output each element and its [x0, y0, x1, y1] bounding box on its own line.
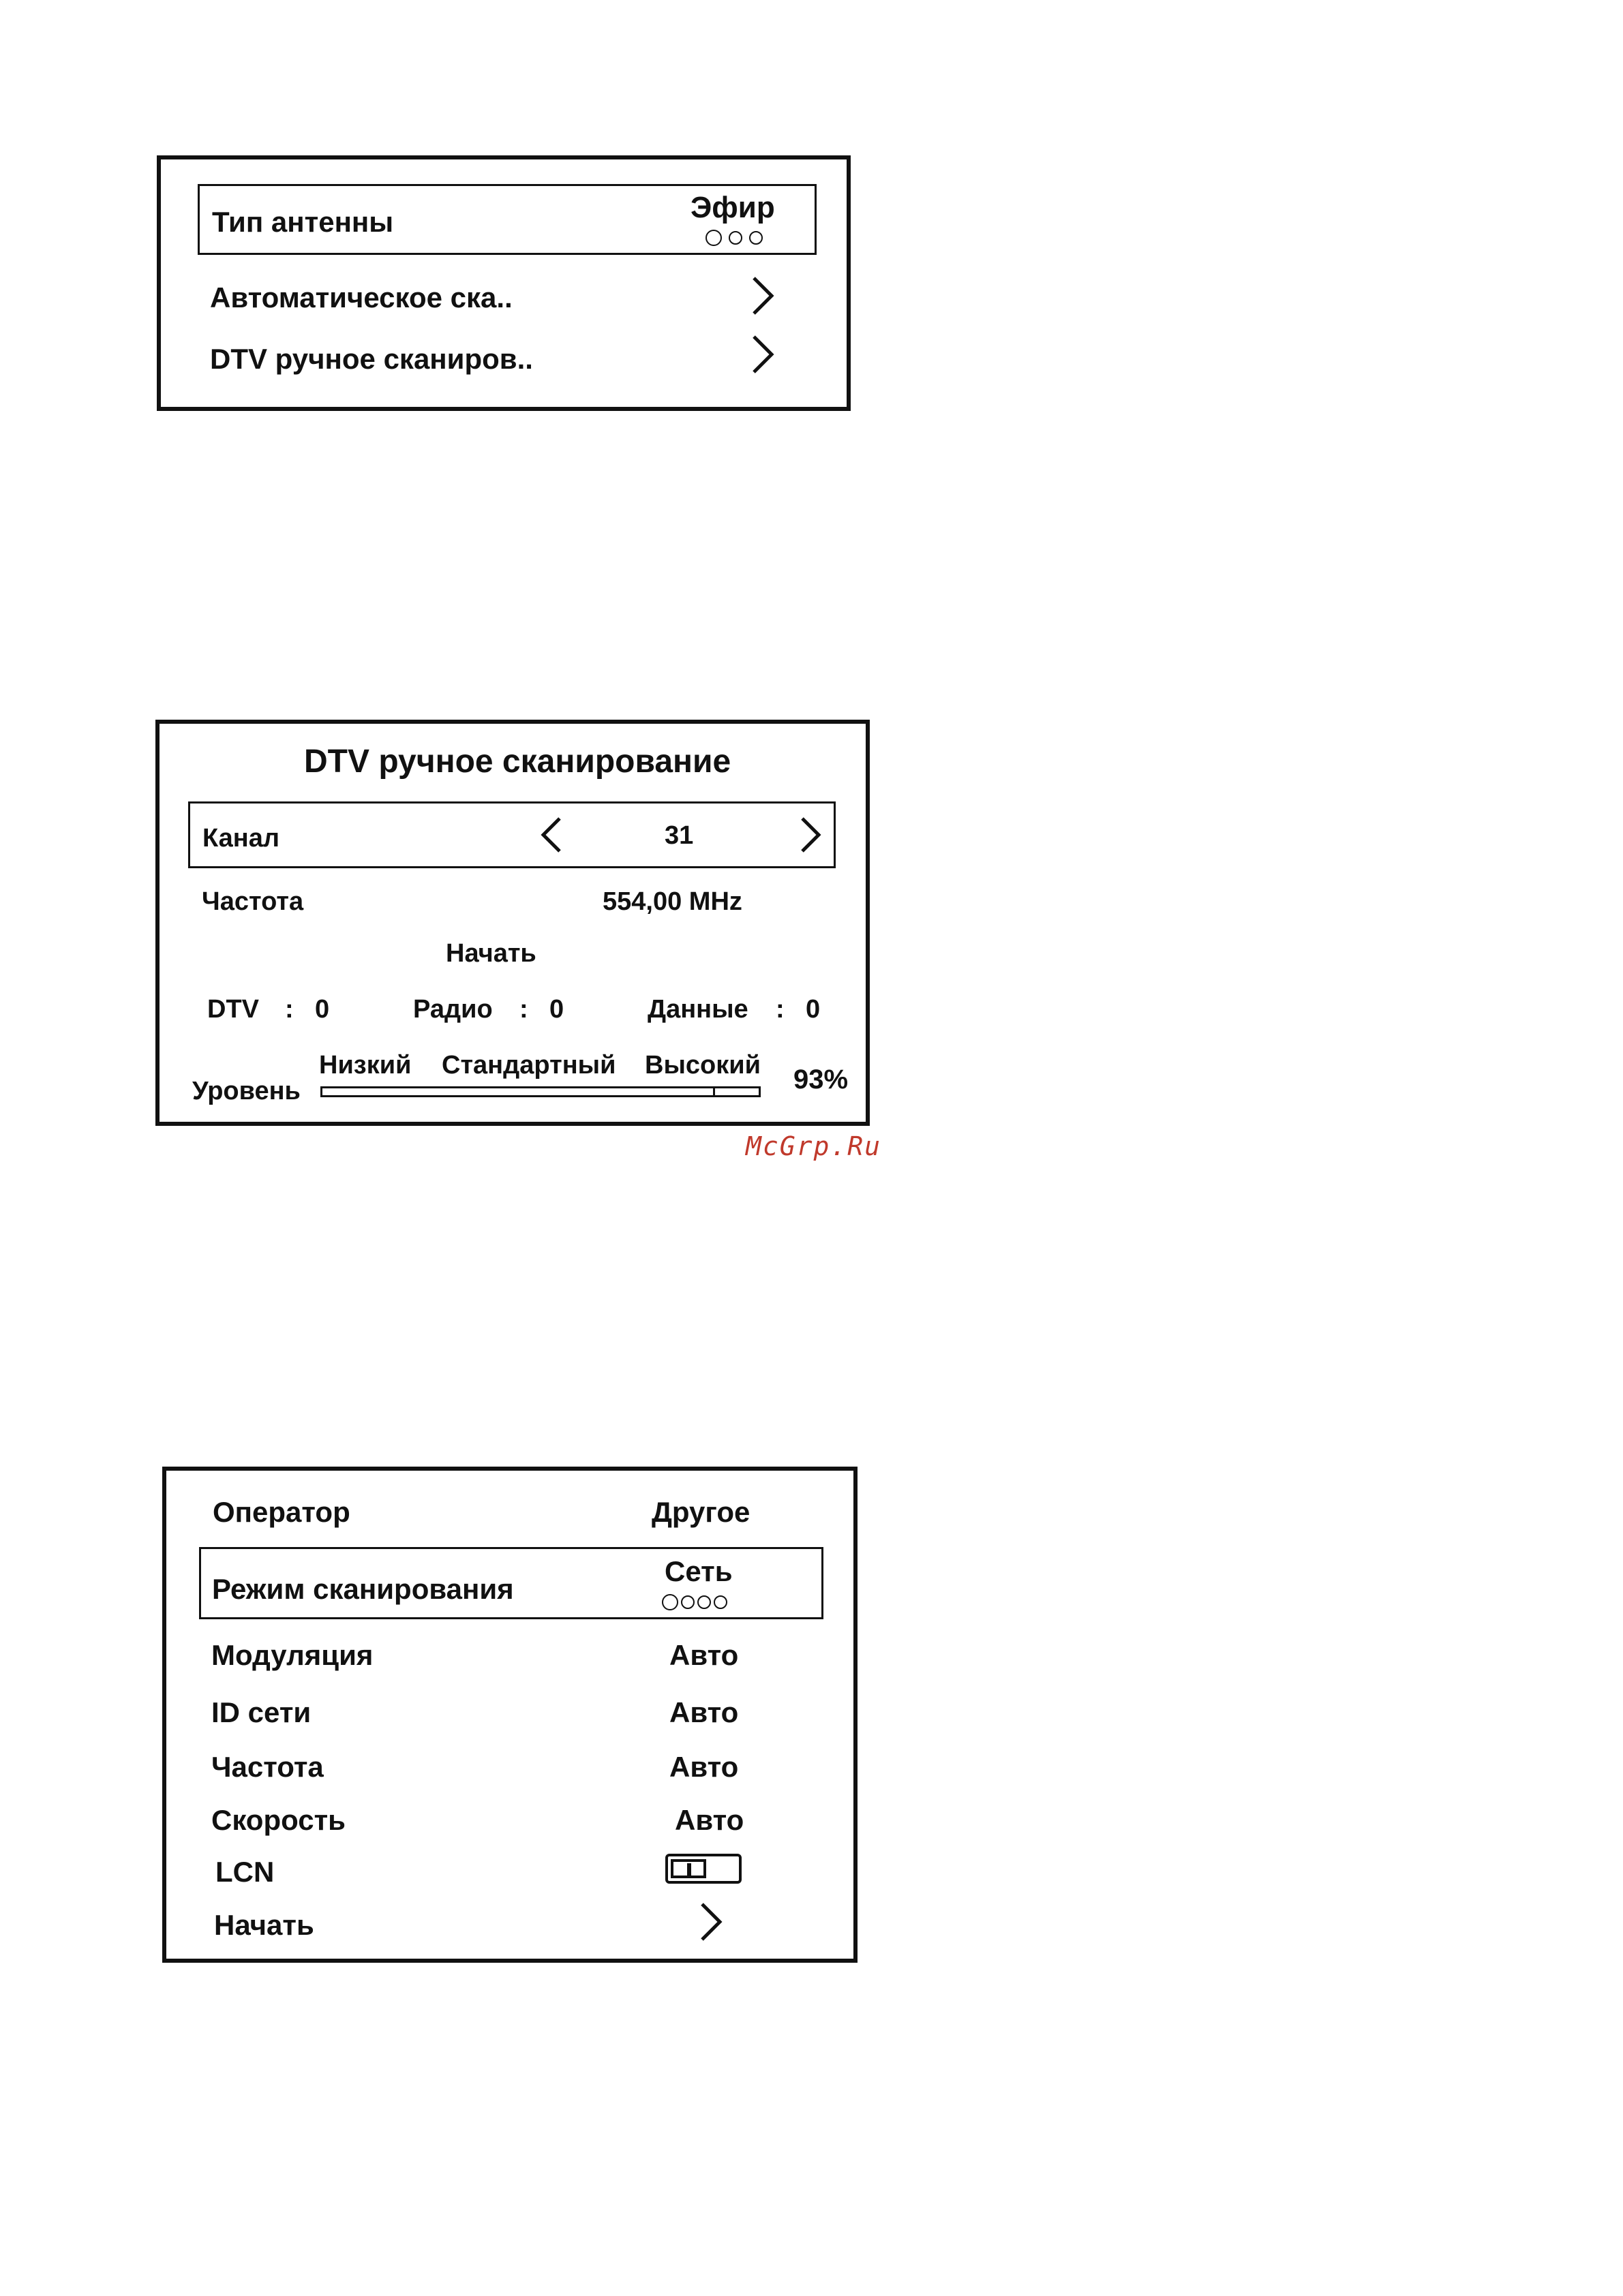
operator-row[interactable] — [166, 1471, 853, 1539]
frequency-row[interactable] — [166, 1741, 853, 1795]
modulation-row[interactable] — [166, 1629, 853, 1683]
scan-mode-value: Сеть — [665, 1555, 733, 1587]
speed-row[interactable] — [166, 1794, 853, 1848]
chevron-left-icon[interactable] — [538, 816, 565, 854]
indicator-dot — [697, 1595, 711, 1609]
level-scale-mid: Стандартный — [442, 1051, 616, 1080]
operator-label: Оператор — [213, 1496, 350, 1528]
indicator-dot — [729, 231, 742, 245]
frequency-value: Авто — [669, 1751, 739, 1783]
modulation-value: Авто — [669, 1639, 739, 1671]
option-indicator-dots — [706, 230, 763, 246]
antenna-type-value: Эфир — [691, 191, 775, 224]
signal-level-fill — [322, 1088, 715, 1095]
signal-level-bar — [320, 1086, 761, 1097]
start-row[interactable] — [166, 1899, 853, 1953]
network-id-row[interactable] — [166, 1686, 853, 1741]
dtv-count-sep: : — [285, 995, 294, 1024]
operator-value: Другое — [652, 1496, 750, 1528]
dtv-count-label: DTV — [207, 995, 259, 1024]
level-label: Уровень — [192, 1077, 301, 1105]
lcn-label: LCN — [215, 1856, 275, 1888]
antenna-type-label: Тип антенны — [212, 206, 394, 238]
channel-label: Канал — [202, 824, 280, 853]
network-id-value: Авто — [669, 1696, 739, 1728]
network-id-label: ID сети — [211, 1696, 312, 1728]
level-scale-high: Высокий — [645, 1051, 761, 1080]
indicator-dot — [749, 231, 763, 245]
dtv-manual-scan-panel — [155, 720, 870, 1126]
level-percent: 93% — [793, 1065, 849, 1095]
dtv-manual-scan-label: DTV ручное сканиров.. — [210, 343, 533, 375]
data-count-label: Данные — [648, 995, 748, 1024]
start-label: Начать — [214, 1909, 314, 1941]
start-button[interactable]: Начать — [446, 939, 536, 968]
frequency-label: Частота — [202, 887, 304, 916]
indicator-dot — [714, 1595, 727, 1609]
watermark-text: McGrp.Ru — [746, 1131, 882, 1161]
frequency-label: Частота — [211, 1751, 324, 1783]
indicator-dot — [681, 1595, 695, 1609]
lcn-row[interactable] — [166, 1846, 853, 1900]
option-indicator-dots — [662, 1594, 727, 1610]
indicator-dot — [706, 230, 722, 246]
frequency-value: 554,00 MHz — [603, 887, 742, 916]
indicator-dot — [662, 1594, 678, 1610]
chevron-right-icon[interactable] — [697, 1901, 724, 1942]
radio-count-value: 0 — [549, 995, 564, 1024]
radio-count-label: Радио — [413, 995, 493, 1024]
toggle-knob — [671, 1859, 706, 1878]
dtv-count-value: 0 — [315, 995, 330, 1024]
modulation-label: Модуляция — [211, 1639, 374, 1671]
panel-title: DTV ручное сканирование — [304, 744, 731, 780]
channel-value: 31 — [665, 821, 694, 850]
speed-label: Скорость — [211, 1804, 346, 1836]
chevron-right-icon[interactable] — [748, 275, 776, 316]
data-count-sep: : — [776, 995, 785, 1024]
scan-mode-row[interactable] — [199, 1547, 823, 1619]
dtv-manual-scan-row[interactable] — [198, 330, 817, 387]
chevron-right-icon[interactable] — [797, 816, 824, 854]
antenna-type-row[interactable] — [198, 184, 817, 255]
auto-scan-label: Автоматическое ска.. — [210, 281, 513, 313]
antenna-menu-panel — [157, 155, 851, 411]
auto-scan-row[interactable] — [198, 267, 817, 324]
radio-count-sep: : — [519, 995, 528, 1024]
level-scale-low: Низкий — [319, 1051, 412, 1080]
network-scan-settings-panel — [162, 1467, 858, 1963]
chevron-right-icon[interactable] — [748, 334, 776, 375]
data-count-value: 0 — [806, 995, 821, 1024]
channel-row[interactable] — [188, 801, 836, 868]
toggle-switch-icon[interactable] — [665, 1854, 742, 1884]
speed-value: Авто — [675, 1804, 744, 1836]
scan-mode-label: Режим сканирования — [212, 1573, 514, 1605]
